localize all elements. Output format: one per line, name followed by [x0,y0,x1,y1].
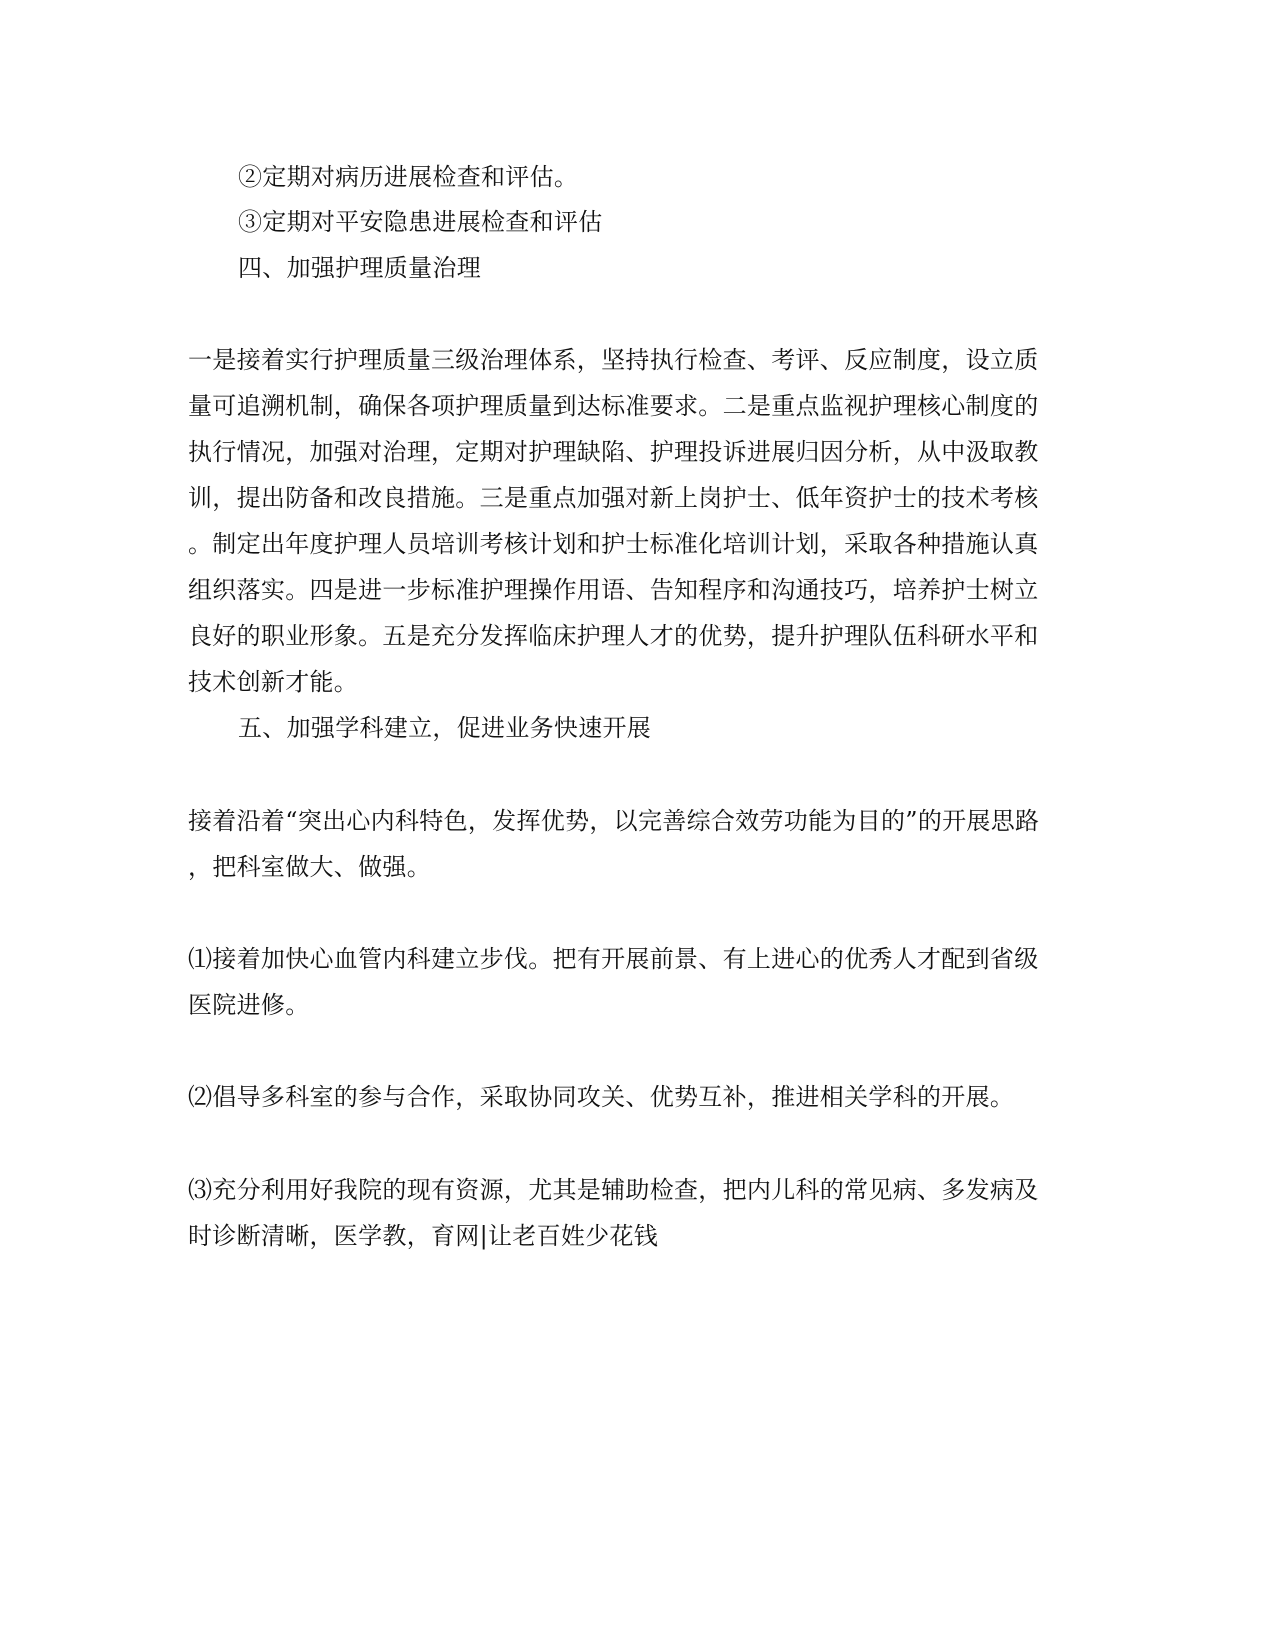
numbered-item-2: ⑵倡导多科室的参与合作，采取协同攻关、优势互补，推进相关学科的开展。 [188,1083,1015,1111]
numbered-item-3: ⑶充分利用好我院的现有资源，尤其是辅助检查，把内儿科的常见病、多发病及 [188,1176,1039,1204]
list-item-2: ②定期对病历进展检查和评估。 [238,163,579,191]
paragraph-line: 量可追溯机制，确保各项护理质量到达标准要求。二是重点监视护理核心制度的 [188,392,1039,420]
paragraph-line: ，把科室做大、做强。 [188,853,431,881]
numbered-item-3-cont: 时诊断清晰，医学教，育网|让老百姓少花钱 [188,1222,659,1250]
paragraph-line: 。制定出年度护理人员培训考核计划和护士标准化培训计划，采取各种措施认真 [188,530,1039,558]
section-heading-4: 四、加强护理质量治理 [238,254,481,282]
paragraph-line: 接着沿着“突出心内科特色，发挥优势，以完善综合效劳功能为目的”的开展思路 [188,807,1040,835]
paragraph-line: 组织落实。四是进一步标准护理操作用语、告知程序和沟通技巧，培养护士树立 [188,576,1039,604]
numbered-item-1: ⑴接着加快心血管内科建立步伐。把有开展前景、有上进心的优秀人才配到省级 [188,945,1039,973]
paragraph-line: 一是接着实行护理质量三级治理体系，坚持执行检查、考评、反应制度，设立质 [188,346,1039,374]
paragraph-line: 良好的职业形象。五是充分发挥临床护理人才的优势，提升护理队伍科研水平和 [188,622,1039,650]
list-item-3: ③定期对平安隐患进展检查和评估 [238,208,603,236]
section-heading-5: 五、加强学科建立，促进业务快速开展 [238,714,652,742]
numbered-item-1-cont: 医院进修。 [188,991,310,1019]
paragraph-line: 训，提出防备和改良措施。三是重点加强对新上岗护士、低年资护士的技术考核 [188,484,1039,512]
paragraph-line: 技术创新才能。 [188,668,359,696]
paragraph-line: 执行情况，加强对治理，定期对护理缺陷、护理投诉进展归因分析，从中汲取教 [188,438,1039,466]
